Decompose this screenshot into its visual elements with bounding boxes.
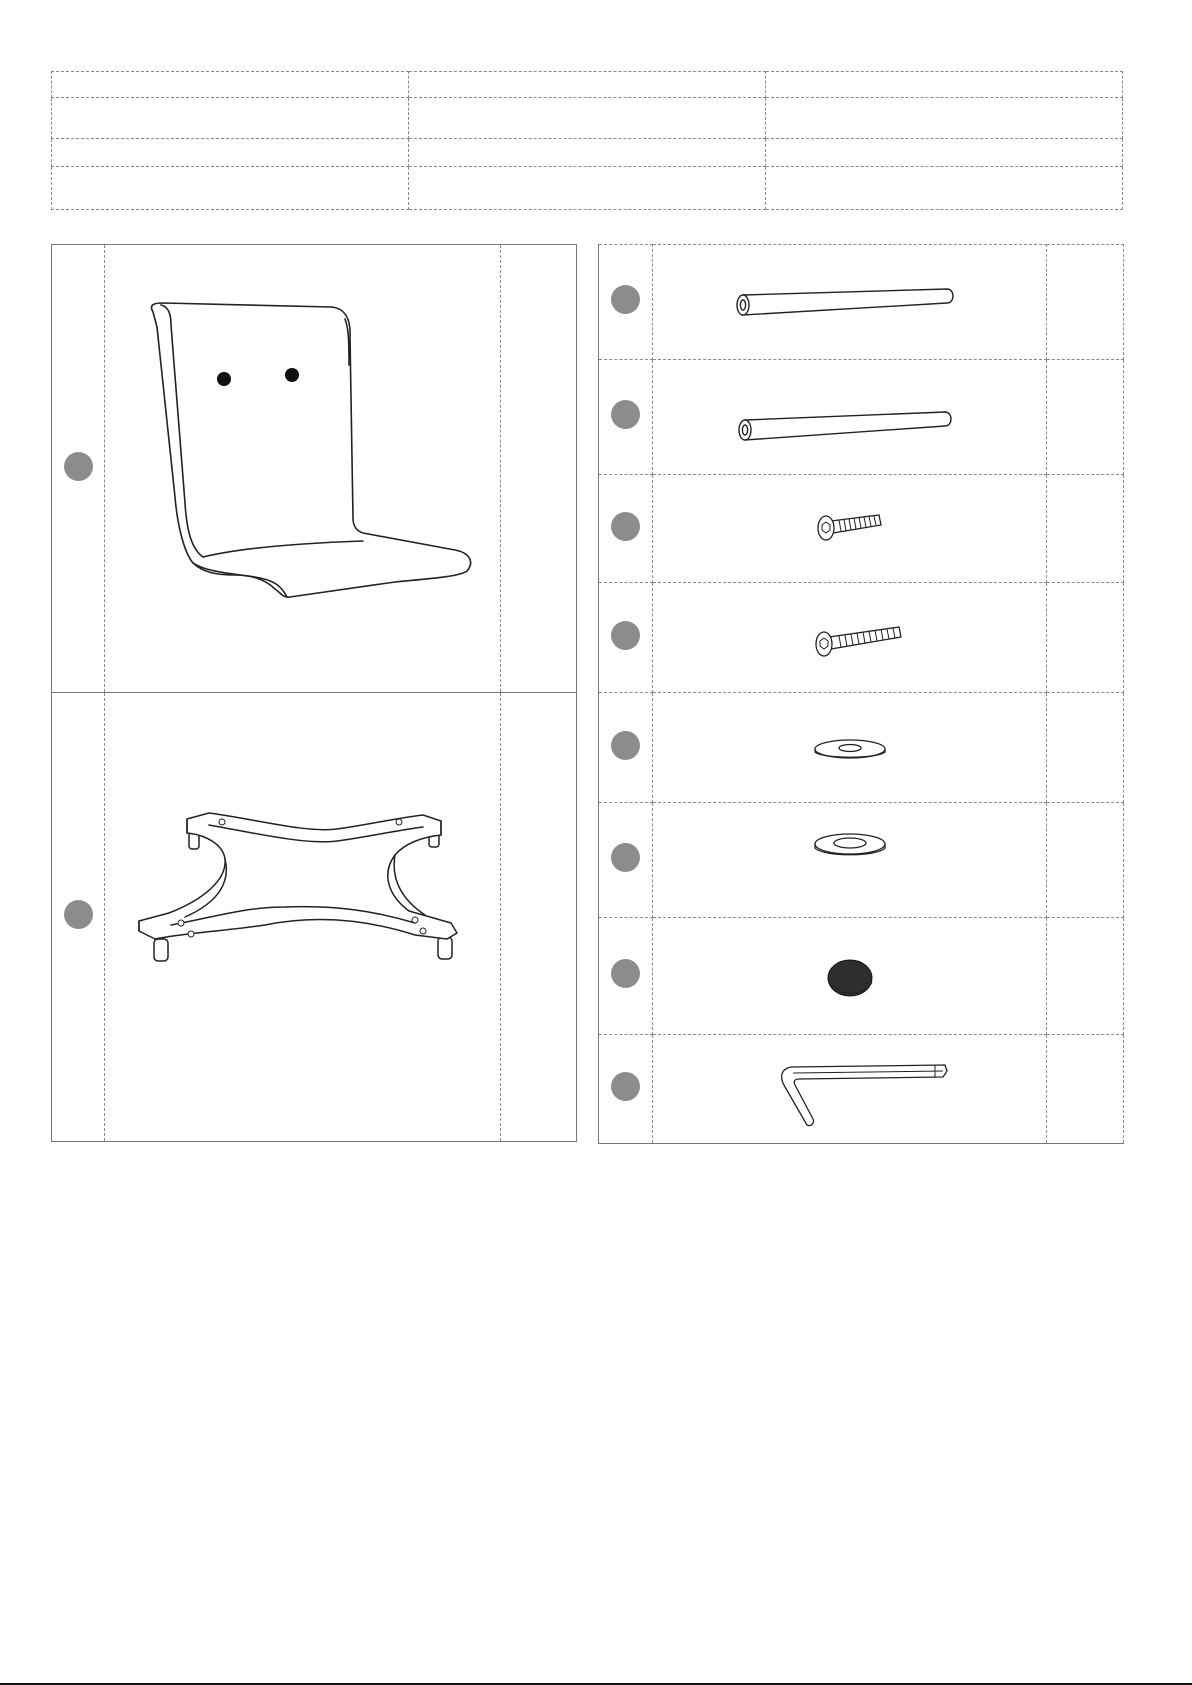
header-cell	[52, 139, 409, 167]
part-quantity-cell	[1047, 1035, 1124, 1144]
seat-shell-icon	[105, 245, 501, 692]
part-number-cell	[52, 245, 105, 693]
part-number-cell	[599, 1035, 653, 1144]
part-quantity-cell	[1047, 245, 1124, 360]
part-row	[599, 693, 1124, 803]
long-rod-icon	[653, 245, 1047, 359]
header-cell	[409, 139, 766, 167]
short-bolt-illustration	[653, 475, 1047, 583]
allen-key-illustration	[653, 1035, 1047, 1144]
part-number-badge	[611, 621, 640, 650]
header-cell	[409, 72, 766, 98]
felt-pad-illustration	[653, 918, 1047, 1035]
part-number-badge	[611, 400, 640, 429]
part-quantity-cell	[1047, 803, 1124, 918]
part-number-badge	[611, 1072, 640, 1101]
part-row	[599, 1035, 1124, 1144]
part-number-cell	[599, 475, 653, 583]
long-rod-illustration	[653, 245, 1047, 360]
part-number-badge	[64, 452, 93, 481]
header-cell	[766, 72, 1123, 98]
header-cell	[409, 98, 766, 139]
large-washer-icon	[653, 803, 1047, 917]
part-number-cell	[599, 245, 653, 360]
part-row	[599, 803, 1124, 918]
part-row	[599, 583, 1124, 693]
cross-base-illustration	[105, 693, 501, 1142]
part-row	[599, 245, 1124, 360]
header-cell	[52, 98, 409, 139]
part-number-badge	[611, 285, 640, 314]
header-cell	[409, 167, 766, 210]
part-number-badge	[611, 512, 640, 541]
part-quantity-cell	[1047, 693, 1124, 803]
part-number-badge	[611, 959, 640, 988]
part-quantity-cell	[1047, 583, 1124, 693]
part-row	[52, 245, 577, 693]
small-washer-icon	[653, 693, 1047, 802]
part-number-cell	[52, 693, 105, 1142]
seat-shell-illustration	[105, 245, 501, 693]
large-parts-table	[51, 244, 577, 1142]
header-row	[52, 72, 1123, 98]
felt-pad-icon	[653, 918, 1047, 1034]
header-row	[52, 139, 1123, 167]
part-quantity-cell	[1047, 360, 1124, 475]
part-quantity-cell	[501, 245, 577, 693]
part-row	[52, 693, 577, 1142]
part-number-badge	[611, 843, 640, 872]
header-row	[52, 98, 1123, 139]
header-row	[52, 167, 1123, 210]
header-cell	[52, 167, 409, 210]
short-bolt-icon	[653, 475, 1047, 582]
header-cell	[766, 167, 1123, 210]
allen-key-icon	[653, 1035, 1047, 1143]
part-number-badge	[611, 731, 640, 760]
large-washer-illustration	[653, 803, 1047, 918]
long-rod-icon	[653, 360, 1047, 474]
part-number-cell	[599, 583, 653, 693]
long-bolt-icon	[653, 583, 1047, 692]
long-bolt-illustration	[653, 583, 1047, 693]
header-cell	[52, 72, 409, 98]
part-number-cell	[599, 918, 653, 1035]
cross-base-icon	[105, 693, 501, 1141]
long-rod-illustration	[653, 360, 1047, 475]
header-table	[51, 71, 1123, 210]
part-number-cell	[599, 360, 653, 475]
header-cell	[766, 98, 1123, 139]
part-row	[599, 918, 1124, 1035]
part-row	[599, 360, 1124, 475]
part-number-cell	[599, 803, 653, 918]
part-number-cell	[599, 693, 653, 803]
part-quantity-cell	[1047, 475, 1124, 583]
header-cell	[766, 139, 1123, 167]
part-quantity-cell	[501, 693, 577, 1142]
part-row	[599, 475, 1124, 583]
small-washer-illustration	[653, 693, 1047, 803]
part-number-badge	[64, 900, 93, 929]
small-parts-table	[598, 244, 1124, 1144]
part-quantity-cell	[1047, 918, 1124, 1035]
